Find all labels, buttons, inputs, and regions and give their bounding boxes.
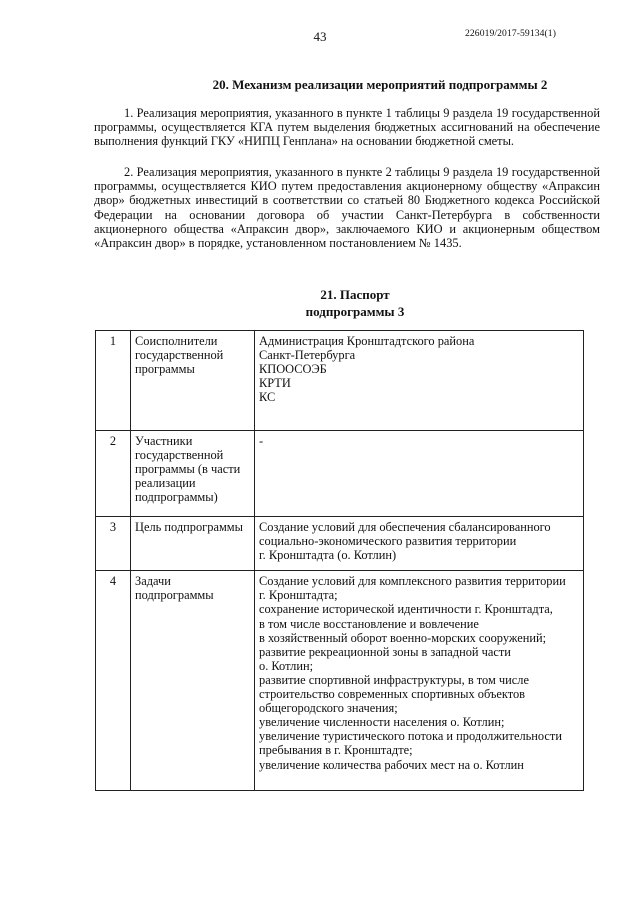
document-code: 226019/2017-59134(1)	[465, 28, 556, 39]
row-value-line: КРТИ	[259, 376, 291, 391]
page-number: 43	[313, 29, 327, 44]
row-label-line: подпрограммы	[135, 588, 214, 603]
row-label-line: государственной	[135, 448, 224, 463]
row-label	[131, 517, 255, 571]
row-value-line: в том числе восстановление и вовлечение	[259, 616, 479, 631]
section-21-title	[0, 286, 640, 320]
row-label-line: государственной	[135, 348, 224, 363]
row-label	[131, 571, 255, 791]
row-value-line: Создание условий для комплексного развития территории	[259, 574, 566, 589]
row-value-line: г. Кронштадта (о. Котлин)	[259, 548, 397, 563]
row-number: 4	[96, 571, 131, 791]
row-value-line: социально-экономического развития территории	[259, 534, 517, 549]
row-value	[255, 431, 584, 517]
row-label-line: программы	[135, 362, 195, 377]
row-value-line: в хозяйственный оборот военно-морских сооружений;	[259, 630, 547, 645]
row-value-line: развитие спортивной инфраструктуры, в том числе	[259, 672, 529, 687]
row-label-line: Участники	[135, 434, 193, 448]
row-value-line: общегородского значения;	[259, 701, 398, 716]
row-value-line: КПООСОЭБ	[259, 362, 327, 377]
row-label-line: Задачи	[135, 574, 171, 589]
table-row	[96, 517, 584, 571]
row-value-line: развитие рекреационной зоны в западной части	[259, 644, 511, 659]
passport-table	[95, 330, 584, 791]
row-number: 3	[96, 517, 131, 571]
row-value-line: КС	[259, 390, 276, 405]
row-value-line: строительство современных спортивных объектов	[259, 687, 526, 702]
section-21-title-line-1: 21. Паспорт	[320, 287, 390, 302]
row-value-line: Санкт-Петербурга	[259, 348, 356, 363]
row-value	[255, 517, 584, 571]
row-value-line: увеличение количества рабочих мест на о. Котлин	[259, 757, 524, 772]
row-label-line: программы (в части	[135, 462, 241, 477]
row-value-line: Администрация Кронштадтского района	[259, 334, 475, 348]
row-label-line: подпрограммы)	[135, 490, 218, 505]
section-21-title-line-2: подпрограммы 3	[305, 304, 405, 319]
row-value-line: увеличение численности населения о. Котлин;	[259, 715, 505, 730]
row-label	[131, 331, 255, 431]
row-label-line: Цель подпрограммы	[135, 520, 243, 534]
table-row	[96, 331, 584, 431]
section-20-paragraph-2: 2. Реализация мероприятия, указанного в пункте 2 таблицы 9 раздела 19 государственной программы, осуществляется КИО путем предоставления акционерному обществу «Апраксин двор» бюджетных инвестиций в соответствии со статьей 80 Бюджетного кодекса Российской Федерации на основании договора об участии Санкт-Петербурга в собственности акционерного общества «Апраксин двор», заключаемого КИО и акционерным обществом «Апраксин двор» в порядке, установленном постановлением № 1435.	[94, 165, 600, 251]
row-value-line: увеличение туристического потока и продолжительности	[259, 729, 562, 744]
row-value-line: Создание условий для обеспечения сбалансированного	[259, 520, 551, 534]
row-value-line: сохранение исторической идентичности г. Кронштадта,	[259, 602, 553, 617]
row-label-line: Соисполнители	[135, 334, 218, 348]
row-number: 1	[96, 331, 131, 431]
row-value	[255, 571, 584, 791]
section-20-title: 20. Механизм реализации мероприятий подпрограммы 2	[212, 77, 548, 92]
table-row	[96, 571, 584, 791]
row-value-line: г. Кронштадта;	[259, 588, 338, 603]
section-20-paragraph-1: 1. Реализация мероприятия, указанного в пункте 1 таблицы 9 раздела 19 государственной программы, осуществляется КГА путем выделения бюджетных ассигнований на обеспечение выполнения функций ГКУ «НИПЦ Генплана» на основании бюджетной сметы.	[94, 106, 600, 149]
row-number: 2	[96, 431, 131, 517]
row-value-line: пребывания в г. Кронштадте;	[259, 743, 413, 758]
row-label	[131, 431, 255, 517]
table-row	[96, 431, 584, 517]
row-label-line: реализации	[135, 476, 196, 491]
row-value	[255, 331, 584, 431]
row-value-line: о. Котлин;	[259, 658, 314, 673]
row-value-line: -	[259, 434, 264, 448]
